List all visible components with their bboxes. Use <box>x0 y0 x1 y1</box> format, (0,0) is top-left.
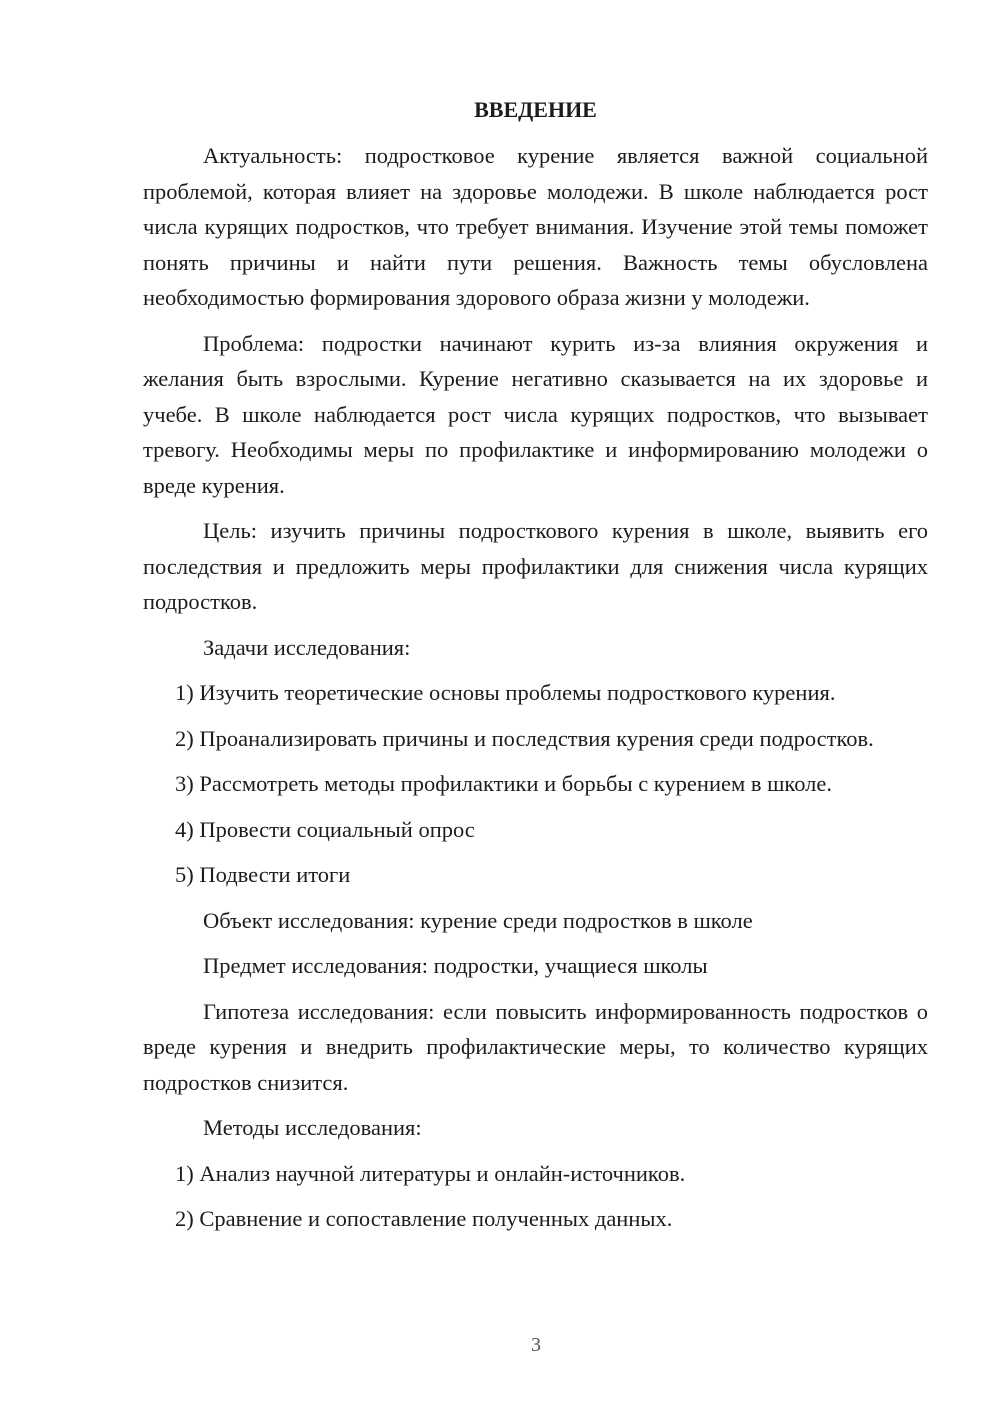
method-item-1: 1) Анализ научной литературы и онлайн-источников. <box>175 1160 686 1186</box>
relevance-paragraph: Актуальность: подростковое курение является важной социальной проблемой, которая влияет на здоровье молодежи. В школе наблюдается рост числа курящих подростков, что требует внимания. Изучение этой темы поможет понять причины и найти пути решения. Важность темы обусловлена необходимостью формирования здорового образа жизни у молодежи. <box>143 143 928 310</box>
task-item-4: 4) Провести социальный опрос <box>175 816 475 842</box>
task-item-2: 2) Проанализировать причины и последствия курения среди подростков. <box>175 725 874 751</box>
problem-paragraph: Проблема: подростки начинают курить из-за влияния окружения и желания быть взрослыми. Курение негативно сказывается на их здоровье и учебе. В школе наблюдается рост числа курящих подростков, что вызывает тревогу. Необходимы меры по профилактике и информированию молодежи о вреде курения. <box>143 330 928 498</box>
section-title: ВВЕДЕНИЕ <box>474 97 597 122</box>
document-page <box>143 91 928 1247</box>
hypothesis-paragraph: Гипотеза исследования: если повысить информированность подростков о вреде курения и внедрить профилактические меры, то количество курящих подростков снизится. <box>143 998 928 1095</box>
page-number: 3 <box>531 1334 541 1356</box>
method-item-2: 2) Сравнение и сопоставление полученных данных. <box>175 1206 673 1231</box>
task-item-1: 1) Изучить теоретические основы проблемы подросткового курения. <box>175 680 836 705</box>
research-object: Объект исследования: курение среди подростков в школе <box>203 907 753 933</box>
task-item-5: 5) Подвести итоги <box>175 862 351 887</box>
goal-paragraph: Цель: изучить причины подросткового курения в школе, выявить его последствия и предложить меры профилактики для снижения числа курящих подростков. <box>143 518 928 614</box>
tasks-heading: Задачи исследования: <box>203 634 411 660</box>
research-subject: Предмет исследования: подростки, учащиеся школы <box>203 953 708 978</box>
task-item-3: 3) Рассмотреть методы профилактики и борьбы с курением в школе. <box>175 771 832 796</box>
methods-heading: Методы исследования: <box>203 1115 422 1140</box>
